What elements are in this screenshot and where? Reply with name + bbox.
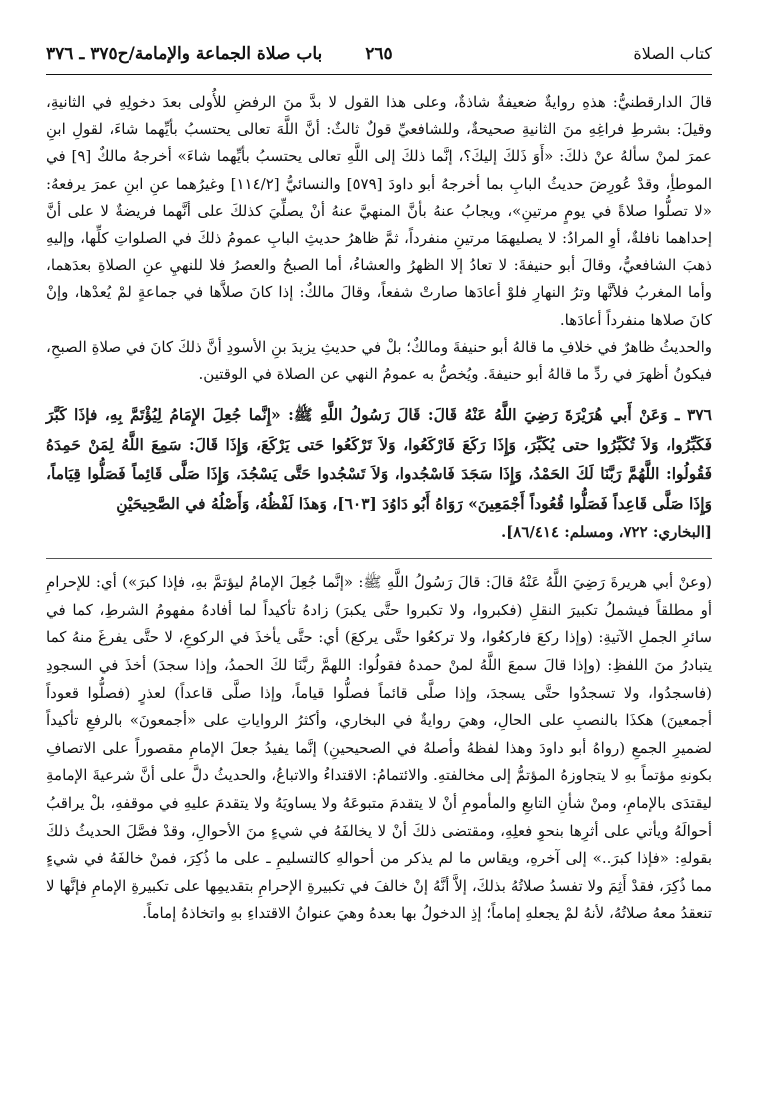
page-header [46, 0, 712, 75]
hadith-reference: [البخاري: ٧٢٢، ومسلم: ٨٦/٤١٤]. [500, 523, 712, 542]
commentary-paragraph: والحديثُ ظاهرٌ في خلافِ ما قالهُ أبو حنيفةَ ومالكٌ؛ بلْ في حديثِ يزيدَ بنِ الأسودِ أنَّ ذلكَ كانَ في صلاةِ الصبحِ، فيكونُ أظهرَ في ردِّ ما قالهُ أبو حنيفةَ. ويُخصُّ به عمومُ النهي عن الصلاة في الوقتين. [46, 337, 712, 384]
book-title: كتاب الصلاة [633, 44, 712, 63]
commentary-paragraph: قالَ الدارقطنيُّ: هذهِ روايةٌ ضعيفةٌ شاذةٌ، وعلى هذا القول لا بدَّ منَ الرفضِ للأُولى بعدَ دخولِهِ في الثانيةِ، وقيلَ: بشرطِ فراغِهِ منَ الثانيةِ صحيحةٌ، وللشافعيِّ قولٌ ثالثٌ: أنَّ اللَّهَ تعالى يحتسبُ بأيِّهما شاءَ، لقولِ ابنِ عمرَ لمنْ سألهُ عنْ ذلكَ: «أَوَ ذَلكَ إليكَ؟، إنَّما ذلكَ إلى اللَّهِ تعالى يحتسبُ بأيِّهما شاءَ» أخرجهُ مالكٌ [٩] في الموطأِ، وقدْ عُورِضَ حديثُ البابِ بما أخرجهُ أبو داودَ [٥٧٩] والنسائيُّ [١١٤/٢] وغيرُهما عنِ ابنِ عمرَ يرفعهُ: «لا تصلُّوا صلاةً في يومٍ مرتينِ»، ويجابُ عنهُ بأنَّ المنهيَّ عنهُ أنْ يصلِّيَ كذلكَ على أنَّهما فريضةٌ لا على أنَّ إحداهما نافلةٌ، أوِ المرادُ: لا يصليهمَا مرتينِ منفرداً، ثمَّ ظاهرُ حديثِ البابِ عمومُ ذلكَ في الصلواتِ كلِّها، وإليهِ ذهبَ الشافعيُّ، وقالَ أبو حنيفةَ: لا تعادُ إلا الظهرُ والعشاءُ، أما الصبحُ والعصرُ فلا للنهيِ عنِ الصلاةِ بعدَهما، وأما المغربُ فلأنَّها وترُ النهارِ فلوْ أعادَها صارتْ شفعاً، وقالَ مالكٌ: إذا كانَ صلاَّها في جماعةٍ لمْ يُعدْها، وإنْ كانَ صلاها منفرداً أعادَها. [46, 93, 712, 329]
chapter-title: باب صلاة الجماعة والإمامة/ح٣٧٥ ـ ٣٧٦ [46, 44, 323, 64]
hadith-block [46, 400, 712, 546]
page-number: ٢٦٥ [365, 44, 393, 64]
hadith-text: ٣٧٦ ـ وَعَنْ أَبي هُرَيْرَةَ رَضِيَ اللَّهُ عَنْهُ قَالَ: قَالَ رَسُولُ اللَّهِ ﷺ: «إِنَّما جُعِلَ الإِمَامُ لِيُؤْتَمَّ بِهِ، فإذَا كَبَّرَ فَكَبِّرُوا، وَلاَ تُكَبِّرُوا حتى يُكَبِّرَ، وَإِذَا رَكَعَ فَارْكَعُوا، وَلاَ تَرْكَعُوا حَتى يَرْكَعَ، وَإِذَا قَالَ: سَمِعَ اللَّهُ لِمَنْ حَمِدَهُ فَقُولُوا: اللَّهُمَّ رَبَّنَا لَكَ الحَمْدُ، وَإِذَا سَجَدَ فَاسْجُدوا، وَلاَ تَسْجُدوا حَتَّى يَسْجُدَ، وَإِذَا صَلَّى قَائِماً فَصَلُّوا قِيَاماً، وَإِذَا صَلَّى قَاعِداً فَصَلُّوا قُعُوداً أَجْمَعِينَ» رَوَاهُ أَبُو دَاوُدَ [٦٠٣]، وَهذَا لَفْظُهُ، وَأَصْلُهُ في الصَّحِيحَيْنِ [46, 405, 712, 513]
commentary-paragraph: (وعنْ أبي هريرةَ رَضِيَ اللَّهُ عَنْهُ قالَ: قالَ رَسُولُ اللَّهِ ﷺ: «إنَّما جُعِلَ الإمامُ ليؤتمَّ بهِ، فإذا كبرَ») أي: للإحرامِ أو مطلقاً فيشملُ تكبيرَ النقلِ (فكبروا، ولا تكبروا حتَّى يكبرَ) زادهُ تأكيداً لما أفادهُ مفهومُ الشرطِ، كما في سائرِ الجملِ الآتيةِ: (وإذا ركعَ فاركعُوا، ولا تركعُوا حتَّى يركعَ) أي: حتَّى يأخذَ في الركوعِ، لا حتَّى يفرغَ منهُ كما يتبادرُ منَ اللفظِ: (وإذا قالَ سمعَ اللَّهُ لمنْ حمدهُ فقولُوا: اللهمَّ ربَّنَا لكَ الحمدُ، وإذا سجدَ) أخذَ في السجودِ (فاسجدُوا، ولا تسجدُوا حتَّى يسجدَ، وإذا صلَّى قائماً فصلُّوا قياماً، وإذا صلَّى قاعداً) لعذرٍ (فصلُّوا قعوداً أجمعينَ) هكذَا بالنصبِ على الحالِ، وهيَ روايةٌ في البخاري، وأكثرُ الرواياتِ على «أجمعونَ» بالرفعِ تأكيداً لضميرِ الجمعِ (رواهُ أبو داودَ وهذا لفظهُ وأصلهُ في الصحيحينِ) إنَّما يفيدُ جعلَ الإمامِ مقصوراً على الاتصافِ بكونهِ مؤتماً بهِ لا يتجاوزهُ المؤتمُّ إلى مخالفتهِ. والائتمامُ: الاقتداءُ والاتباعُ، والحديثُ دلَّ على أنَّ شرعيةَ الإمامةِ ليقتدَى بالإمامِ، ومنْ شأنِ التابعِ والمأمومِ أنْ لا يتقدمَ متبوعَهُ ولا يساويَهُ ولا يتقدمَ عليهِ في موقفهِ، بلْ يراقبُ أحوالَهُ ويأتي على أثرِها بنحوِ فعلِهِ، ومقتضى ذلكَ أنْ لا يخالفَهُ في شيءٍ منَ الأحوالِ، وقدْ فصَّلَ الحديثُ ذلكَ بقولهِ: «فإذا كبرَ..» إلى آخرهِ، ويقاس ما لم يذكر من أحوالهِ كالتسليمِ ـ على ما ذُكِرَ، فمنْ خالفَهُ في شيءٍ مما ذُكِرَ، فقدْ أَثِمَ ولا تفسدُ صلاتُهُ بذلكَ، إلاَّ أنَّهُ إنْ خالفَ في تكبيرةِ الإحرامِ بتقديمِها على تكبيرةِ الإمامِ فإنَّها لا تنعقدُ معهُ صلاتُهُ، لأنهُ لمْ يجعلهِ إماماً؛ إذِ الدخولُ بها بعدهُ وهيَ عنوانُ الاقتداءِ بهِ واتخاذهُ إماماً. [46, 573, 712, 923]
section-divider [46, 558, 712, 559]
